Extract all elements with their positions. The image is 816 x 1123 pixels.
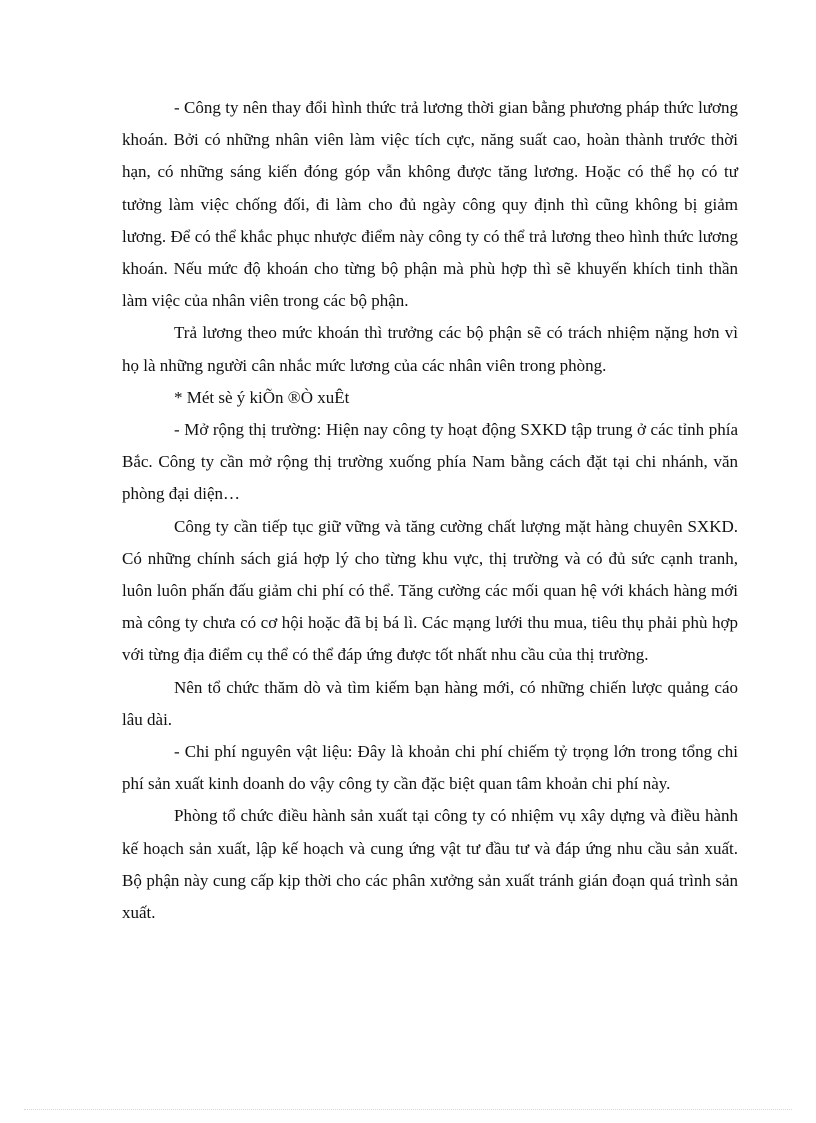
paragraph-proposal-heading: * Mét sè ý kiÕn ®Ò xuÊt: [174, 387, 350, 407]
paragraph-market-expansion: - Mở rộng thị trường: Hiện nay công ty hoạt động SXKD tập trung ở các tỉnh phía Bắc. Công ty cần mở rộng thị trường xuống phía Nam bằng cách đặt tại chi nhánh, văn phòng đại diện…: [122, 420, 738, 504]
paragraph-salary-method: - Công ty nên thay đổi hình thức trả lương thời gian bằng phương pháp thức lương khoán. Bởi có những nhân viên làm việc tích cực, năng suất cao, hoàn thành trước thời hạn, có những sáng kiến đóng góp vẫn không được tăng lương. Hoặc có thể họ có tư tưởng làm việc chống đối, đi làm cho đủ ngày công quy định thì cũng không bị giảm lương. Để có thể khắc phục nhược điểm này công ty có thể trả lương theo hình thức lương khoán. Nếu mức độ khoán cho từng bộ phận mà phù hợp thì sẽ khuyến khích tinh thần làm việc của nhân viên trong các bộ phận.: [122, 98, 738, 311]
document-body: [122, 92, 738, 929]
paragraph-material-costs: - Chi phí nguyên vật liệu: Đây là khoản chi phí chiếm tỷ trọng lớn trong tổng chi phí sản xuất kinh doanh do vậy công ty cần đặc biệt quan tâm khoản chi phí này.: [122, 742, 738, 794]
page-bottom-divider: [24, 1109, 792, 1110]
paragraph-department-heads: Trả lương theo mức khoán thì trưởng các bộ phận sẽ có trách nhiệm nặng hơn vì họ là những người cân nhắc mức lương của các nhân viên trong phòng.: [122, 323, 738, 375]
paragraph-new-partners: Nên tổ chức thăm dò và tìm kiếm bạn hàng mới, có những chiến lược quảng cáo lâu dài.: [122, 677, 738, 729]
paragraph-production-office: Phòng tổ chức điều hành sản xuất tại công ty có nhiệm vụ xây dựng và điều hành kế hoạch sản xuất, lập kế hoạch và cung ứng vật tư đầu tư và đáp ứng nhu cầu sản xuất. Bộ phận này cung cấp kịp thời cho các phân xưởng sản xuất tránh gián đoạn quá trình sản xuất.: [122, 806, 738, 923]
paragraph-product-quality: Công ty cần tiếp tục giữ vững và tăng cường chất lượng mặt hàng chuyên SXKD. Có những chính sách giá hợp lý cho từng khu vực, thị trường và có đủ sức cạnh tranh, luôn luôn phấn đấu giảm chi phí có thể. Tăng cường các mối quan hệ với khách hàng mới mà công ty chưa có cơ hội hoặc đã bị bá lì. Các mạng lưới thu mua, tiêu thụ phải phù hợp với từng địa điểm cụ thể có thể đáp ứng được tốt nhất nhu cầu của thị trường.: [122, 516, 738, 665]
